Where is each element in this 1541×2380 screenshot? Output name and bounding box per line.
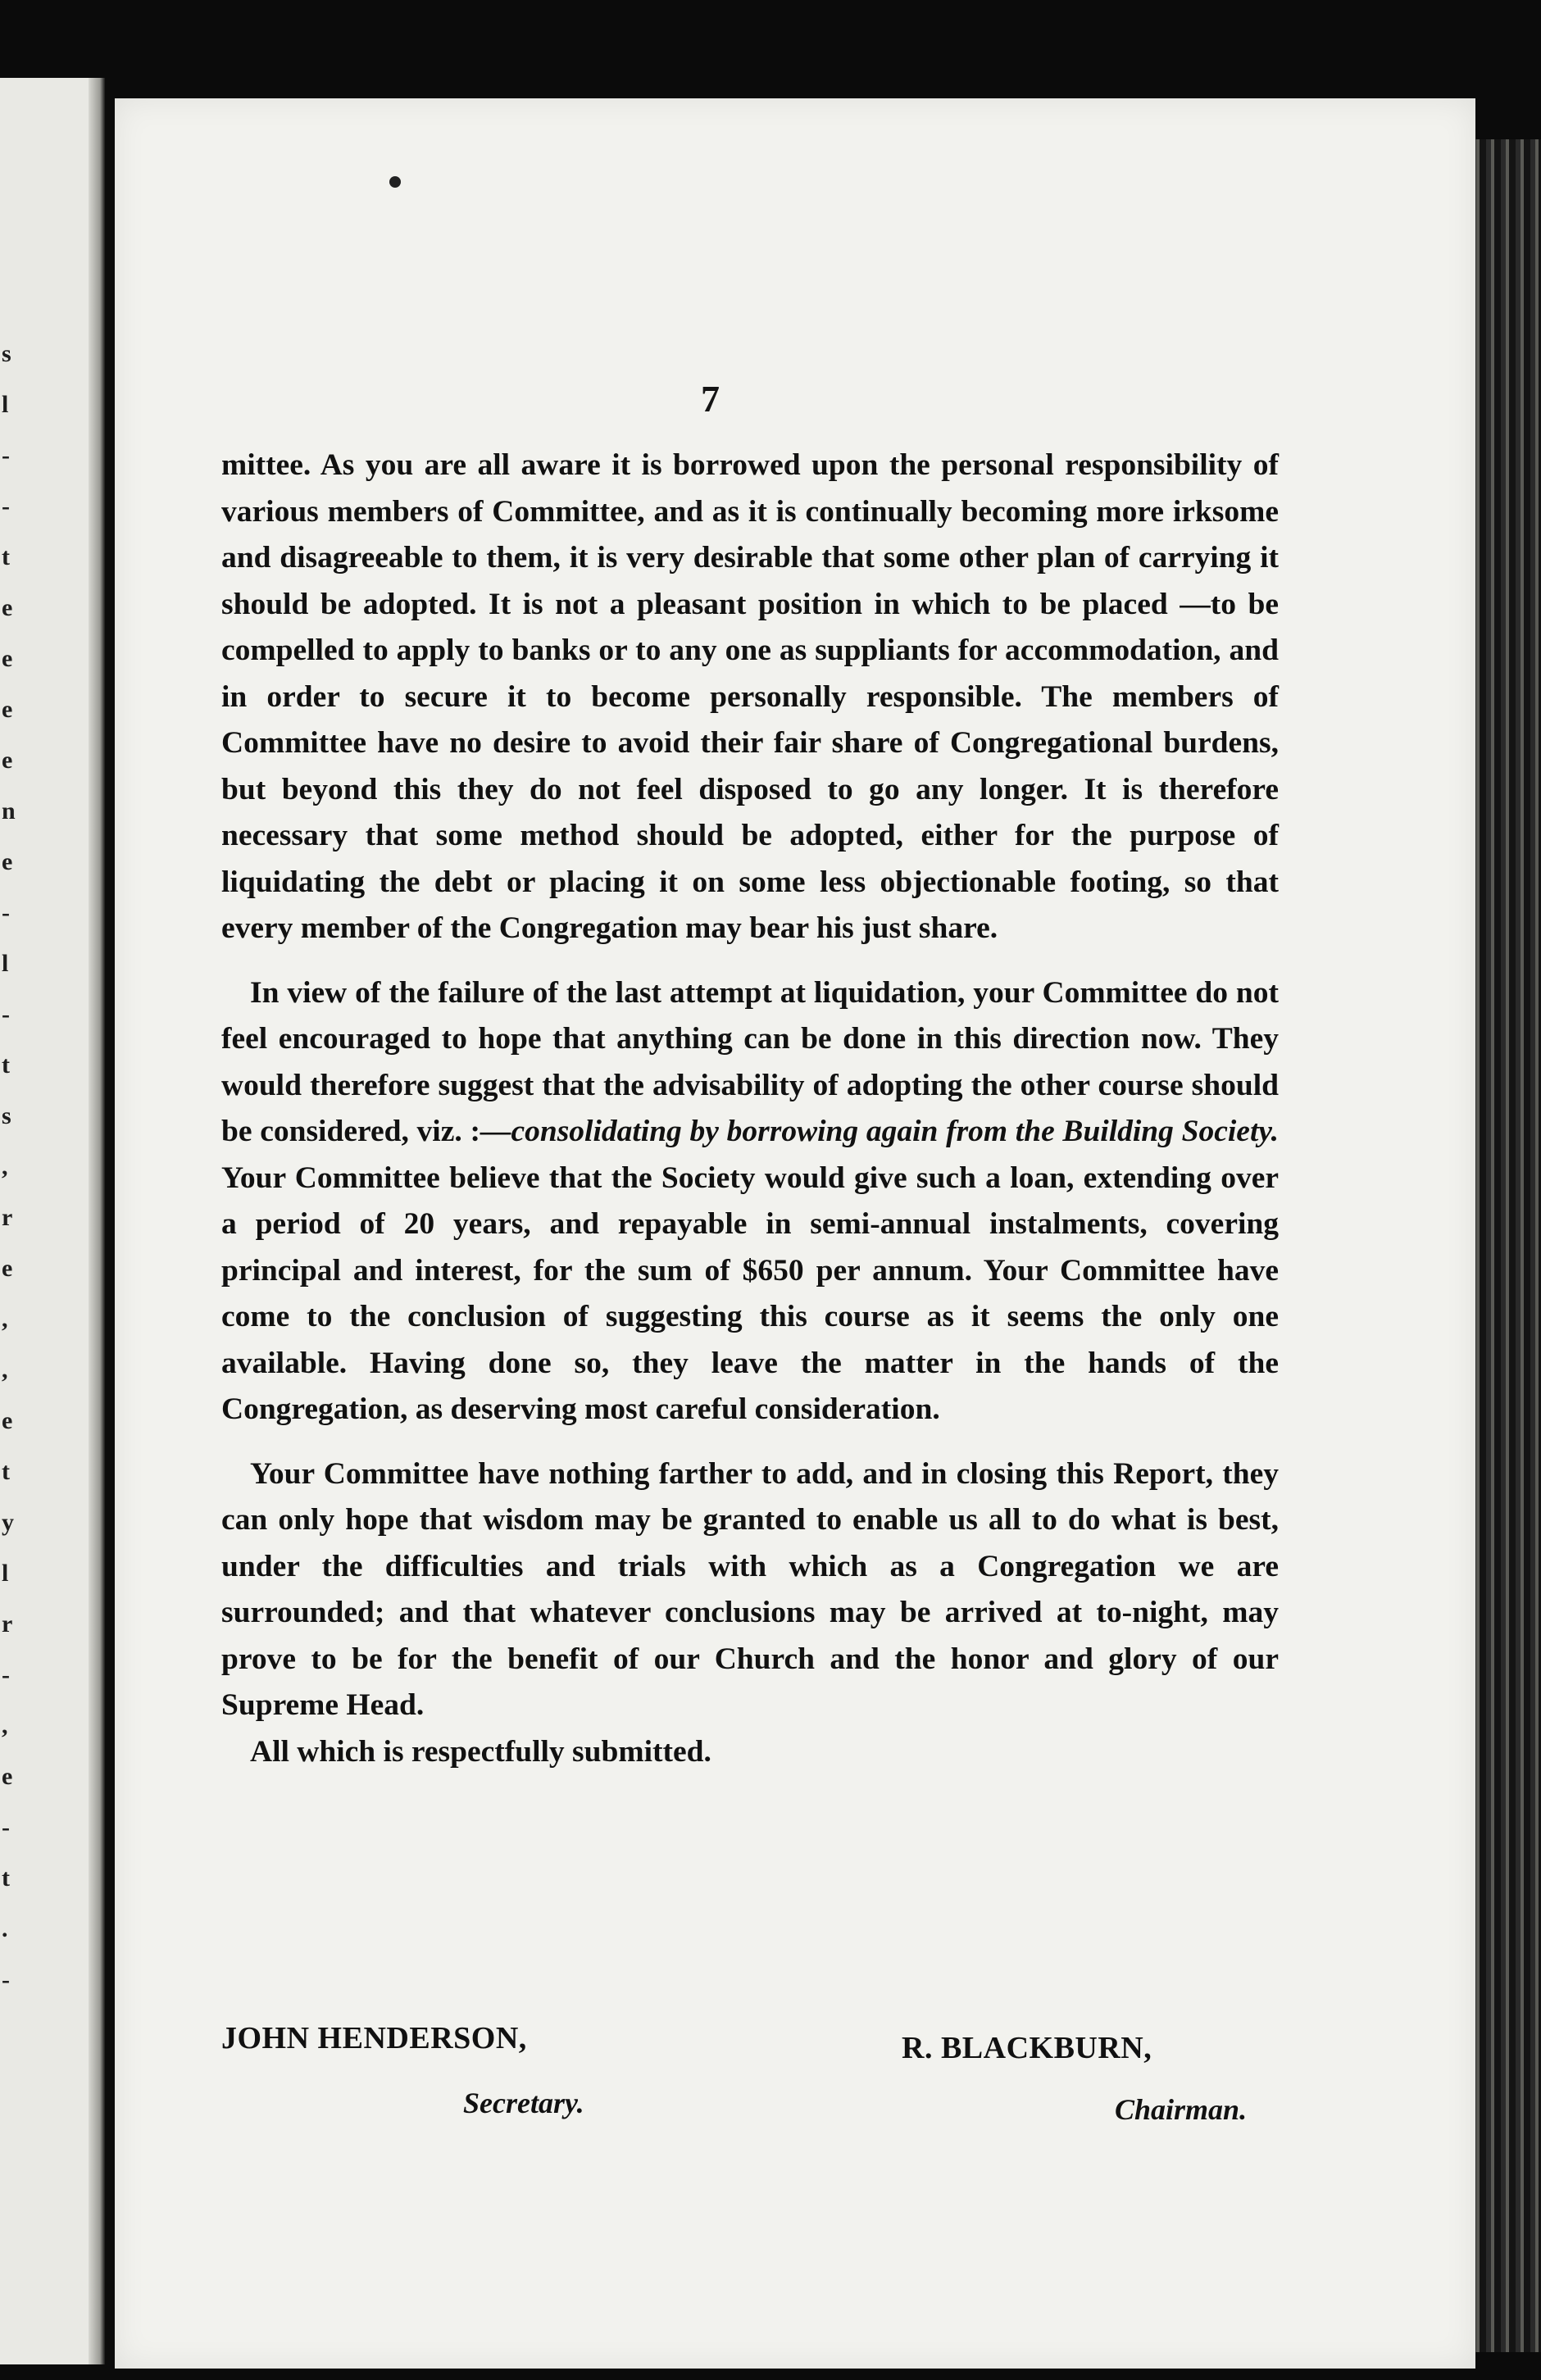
paragraph-1: mittee. As you are all aware it is borrowed upon the personal responsibility of various members of Committee, and as it is continually becoming more irksome and disagreeable to them, it is very desirable that some other plan of carrying it should be adopted. It is not a pleasant position in which to be placed —to be compelled to apply to banks or to any one as suppliants for accommodation, and in order to secure it to become personally responsible. The members of Committee have no desire to avoid their fair share of Congregational burdens, but beyond this they do not feel disposed to go any longer. It is therefore necessary that some method should be adopted, either for the purpose of liquidating the debt or placing it on some less objectionable footing, so that every member of the Congregation may bear his just share.: [221, 448, 1279, 945]
paragraph-3: Your Committee have nothing farther to add, and in closing this Report, they can only hope that wisdom may be granted to enable us all to do what is best, under the difficulties and trials with which as a Congregation we are surrounded; and that whatever conclusions may be arrived at to-night, may prove to be for the benefit of our Church and the honor and glory of our Supreme Head.: [221, 1456, 1279, 1722]
margin-char: y: [2, 1509, 14, 1536]
margin-char: -: [2, 899, 10, 926]
paragraph-2: [221, 970, 1279, 1433]
margin-char: ,: [2, 1306, 8, 1333]
margin-char: .: [2, 1915, 8, 1942]
margin-char: -: [2, 442, 10, 469]
margin-char: s: [2, 340, 11, 367]
signature-names: [221, 2020, 1287, 2069]
book-binding: [1471, 139, 1541, 2352]
margin-char: t: [2, 1051, 10, 1079]
margin-char: -: [2, 1001, 10, 1028]
margin-char: e: [2, 645, 13, 672]
left-page-edge: [0, 78, 105, 2364]
margin-char: e: [2, 1407, 13, 1434]
margin-char: l: [2, 391, 9, 418]
margin-char: ,: [2, 1712, 8, 1739]
submission-line: All which is respectfully submitted.: [250, 1734, 711, 1769]
margin-char: l: [2, 950, 9, 977]
margin-char: -: [2, 493, 10, 520]
margin-char: e: [2, 696, 13, 723]
chairman-title: Chairman.: [1115, 2093, 1248, 2126]
margin-char: e: [2, 1255, 13, 1282]
margin-char: ,: [2, 1356, 8, 1383]
margin-char: ,: [2, 1153, 8, 1180]
margin-char: e: [2, 747, 13, 774]
margin-char: n: [2, 797, 16, 824]
ink-spot: [389, 176, 401, 188]
margin-char: t: [2, 543, 10, 570]
margin-char: r: [2, 1204, 13, 1231]
report-body: [221, 443, 1279, 1775]
margin-char: r: [2, 1610, 13, 1637]
margin-char: e: [2, 848, 13, 875]
page-gutter: [89, 78, 105, 2364]
margin-char: t: [2, 1864, 10, 1892]
margin-char: e: [2, 594, 13, 621]
margin-char: -: [2, 1966, 10, 1993]
margin-char: -: [2, 1814, 10, 1841]
margin-char: l: [2, 1560, 9, 1587]
book-page: [115, 98, 1475, 2369]
paragraph-2-italic: —consolidating by borrowing again from the Building Society.: [480, 1115, 1279, 1148]
secretary-name: JOHN HENDERSON,: [221, 2021, 527, 2055]
secretary-title: Secretary.: [463, 2087, 584, 2119]
signature-titles: [221, 2086, 1287, 2135]
paragraph-2-start: In view of the failure of the last attempt at liquidation, your Committee do not feel encouraged to hope that anything can be done in this direction now. They would therefore suggest that the advisability of adopting the other course should be considered, viz. :: [221, 975, 1279, 1148]
chairman-name: R. BLACKBURN,: [902, 2031, 1152, 2065]
margin-char: s: [2, 1102, 11, 1129]
paragraph-2-rest: Your Committee believe that the Society would give such a loan, extending over a period of 20 years, and repayable in semi-annual instalments, covering principal and interest, for the sum of $650 per annum. Your Committee have come to the conclusion of suggesting this course as it seems the only one available. Having done so, they leave the matter in the hands of the Congregation, as deserving most careful consideration.: [221, 1160, 1279, 1426]
margin-char: e: [2, 1763, 13, 1790]
margin-char: t: [2, 1458, 10, 1485]
page-number: 7: [701, 378, 720, 420]
margin-char: -: [2, 1661, 10, 1688]
